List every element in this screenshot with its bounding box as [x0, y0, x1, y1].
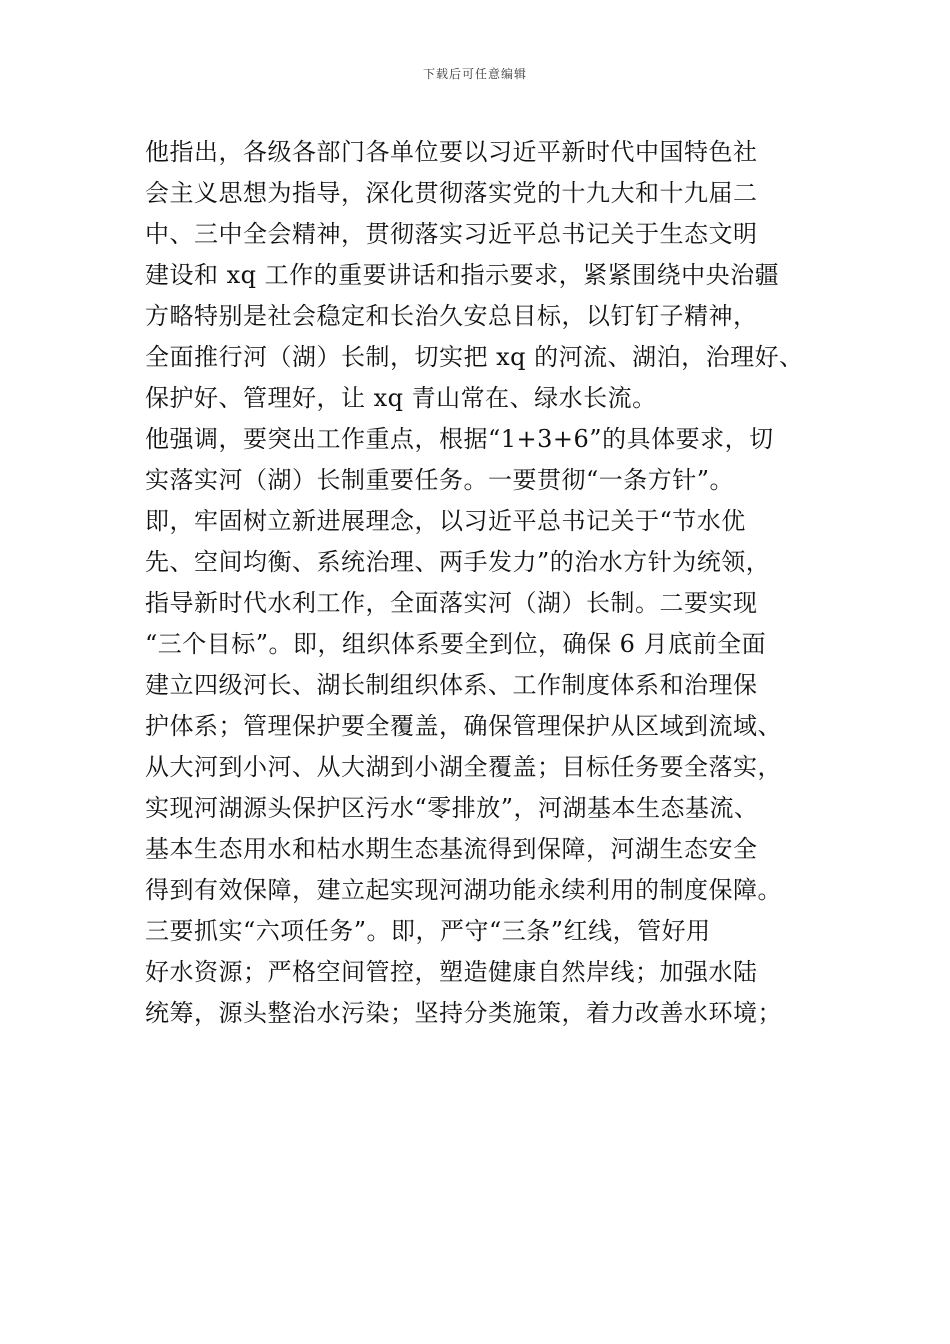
text-line: 护体系；管理保护要全覆盖，确保管理保护从区域到流域、 — [145, 712, 782, 740]
text-line: “三个目标”。即，组织体系要全到位，确保 6 月底前全面 — [145, 630, 767, 658]
text-line: 得到有效保障，建立起实现河湖功能永续利用的制度保障。 — [145, 876, 782, 904]
text-line: 三要抓实“六项任务”。即，严守“三条”红线，管好用 — [145, 917, 711, 945]
text-line: 从大河到小河、从大湖到小湖全覆盖；目标任务要全落实， — [145, 753, 782, 781]
text-line: 中、三中全会精神，贯彻落实习近平总书记关于生态文明 — [145, 220, 758, 248]
text-line: 全面推行河（湖）长制，切实把 xq 的河流、湖泊，治理好、 — [145, 343, 804, 371]
text-line: 建设和 xq 工作的重要讲话和指示要求，紧紧围绕中央治疆 — [145, 261, 780, 289]
text-line: 方略特别是社会稳定和长治久安总目标，以钉钉子精神， — [145, 302, 758, 330]
body-text — [145, 132, 820, 1034]
page-header: 下载后可任意编辑 — [422, 67, 527, 81]
text-line: 先、空间均衡、系统治理、两手发力”的治水方针为统领， — [145, 548, 771, 576]
text-line: 统筹，源头整治水污染；坚持分类施策，着力改善水环境； — [145, 999, 782, 1027]
text-line: 即，牢固树立新进展理念，以习近平总书记关于“节水优 — [145, 507, 746, 535]
text-line: 建立四级河长、湖长制组织体系、工作制度体系和治理保 — [145, 671, 758, 699]
text-line: 会主义思想为指导，深化贯彻落实党的十九大和十九届二 — [145, 179, 758, 207]
text-line: 他强调，要突出工作重点，根据“1+3+6”的具体要求，切 — [145, 425, 774, 453]
text-line: 基本生态用水和枯水期生态基流得到保障，河湖生态安全 — [145, 835, 758, 863]
text-line: 实落实河（湖）长制重要任务。一要贯彻“一条方针”。 — [145, 466, 735, 494]
text-line: 实现河湖源头保护区污水“零排放”，河湖基本生态基流、 — [145, 794, 759, 822]
text-line: 他指出，各级各部门各单位要以习近平新时代中国特色社 — [145, 138, 758, 166]
text-line: 保护好、管理好，让 xq 青山常在、绿水长流。 — [145, 384, 657, 412]
text-line: 指导新时代水利工作，全面落实河（湖）长制。二要实现 — [145, 589, 758, 617]
text-line: 好水资源；严格空间管控，塑造健康自然岸线；加强水陆 — [145, 958, 758, 986]
